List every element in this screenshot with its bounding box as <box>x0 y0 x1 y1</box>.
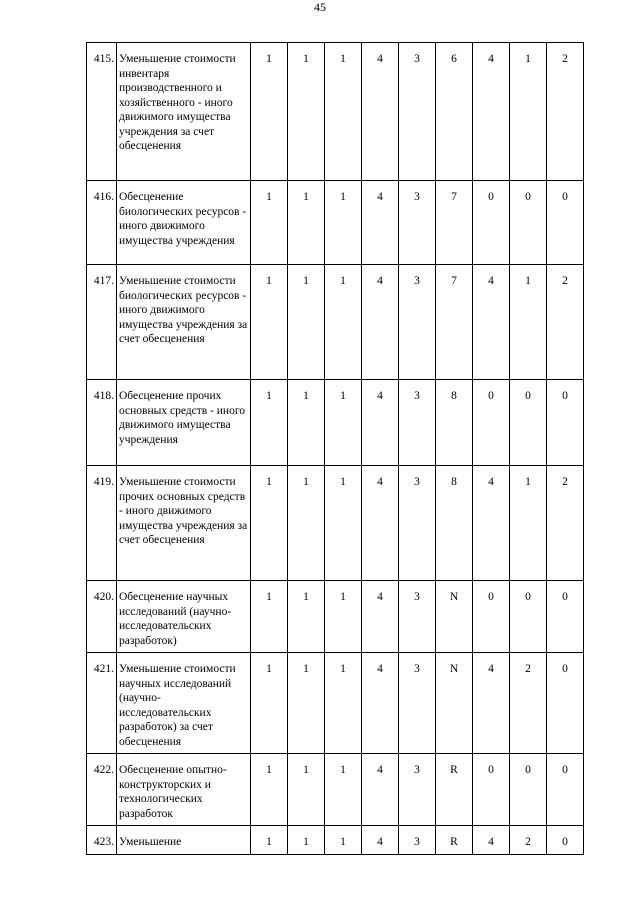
code-cell: 2 <box>547 466 584 581</box>
row-number: 419. <box>87 466 117 581</box>
code-cell: 3 <box>399 826 436 855</box>
row-number: 423. <box>87 826 117 855</box>
code-cell: R <box>436 826 473 855</box>
code-cell: 6 <box>436 43 473 181</box>
code-cell: 3 <box>399 181 436 265</box>
code-cell: 4 <box>362 380 399 466</box>
code-cell: 7 <box>436 265 473 380</box>
code-cell: 3 <box>399 380 436 466</box>
row-name: Обесценение опытно-конструкторских и технологических разработок <box>117 754 251 826</box>
code-cell: 2 <box>547 43 584 181</box>
row-number: 416. <box>87 181 117 265</box>
page-number: 45 <box>314 0 326 14</box>
table-row <box>87 653 584 754</box>
code-cell: 0 <box>510 581 547 653</box>
code-cell: 1 <box>251 43 288 181</box>
code-cell: 3 <box>399 581 436 653</box>
code-cell: 1 <box>325 581 362 653</box>
code-cell: 2 <box>547 265 584 380</box>
row-number: 420. <box>87 581 117 653</box>
code-cell: 1 <box>325 754 362 826</box>
code-cell: 1 <box>251 466 288 581</box>
row-name: Уменьшение <box>117 826 251 855</box>
code-cell: 4 <box>473 265 510 380</box>
code-cell: 1 <box>325 181 362 265</box>
code-cell: 3 <box>399 466 436 581</box>
code-cell: 0 <box>473 380 510 466</box>
accounts-table <box>86 42 584 855</box>
code-cell: 4 <box>473 43 510 181</box>
code-cell: 1 <box>288 826 325 855</box>
code-cell: 1 <box>288 754 325 826</box>
code-cell: 4 <box>362 653 399 754</box>
code-cell: 1 <box>325 826 362 855</box>
code-cell: 1 <box>251 653 288 754</box>
code-cell: 4 <box>473 826 510 855</box>
row-name: Обесценение научных исследований (научно-исследовательских разработок) <box>117 581 251 653</box>
code-cell: 4 <box>362 181 399 265</box>
code-cell: 1 <box>251 826 288 855</box>
code-cell: 0 <box>510 181 547 265</box>
code-cell: 1 <box>510 265 547 380</box>
code-cell: 8 <box>436 466 473 581</box>
table-row <box>87 754 584 826</box>
code-cell: 0 <box>547 653 584 754</box>
table-row <box>87 466 584 581</box>
code-cell: 1 <box>325 265 362 380</box>
code-cell: 2 <box>510 826 547 855</box>
code-cell: 1 <box>251 754 288 826</box>
code-cell: N <box>436 653 473 754</box>
code-cell: 1 <box>251 181 288 265</box>
code-cell: 0 <box>547 181 584 265</box>
code-cell: 1 <box>288 653 325 754</box>
code-cell: 1 <box>325 43 362 181</box>
code-cell: N <box>436 581 473 653</box>
row-name: Обесценение прочих основных средств - иного движимого имущества учреждения <box>117 380 251 466</box>
row-name: Уменьшение стоимости прочих основных средств - иного движимого имущества учреждения за счет обесценения <box>117 466 251 581</box>
code-cell: 4 <box>362 265 399 380</box>
code-cell: 4 <box>362 826 399 855</box>
code-cell: 1 <box>288 265 325 380</box>
table-row <box>87 380 584 466</box>
code-cell: 0 <box>547 826 584 855</box>
table-row <box>87 265 584 380</box>
table-row <box>87 826 584 855</box>
row-name: Уменьшение стоимости инвентаря производственного и хозяйственного - иного движимого имущества учреждения за счет обесценения <box>117 43 251 181</box>
code-cell: 0 <box>510 754 547 826</box>
row-name: Уменьшение стоимости биологических ресурсов - иного движимого имущества учреждения за счет обесценения <box>117 265 251 380</box>
code-cell: 1 <box>288 43 325 181</box>
code-cell: 7 <box>436 181 473 265</box>
code-cell: 4 <box>362 466 399 581</box>
code-cell: 4 <box>473 466 510 581</box>
code-cell: 1 <box>288 181 325 265</box>
code-cell: 1 <box>288 581 325 653</box>
row-name: Обесценение биологических ресурсов - иного движимого имущества учреждения <box>117 181 251 265</box>
code-cell: 3 <box>399 754 436 826</box>
code-cell: 1 <box>510 466 547 581</box>
code-cell: 0 <box>547 380 584 466</box>
row-number: 415. <box>87 43 117 181</box>
code-cell: 3 <box>399 265 436 380</box>
code-cell: 4 <box>362 581 399 653</box>
code-cell: 1 <box>288 380 325 466</box>
table-row <box>87 581 584 653</box>
code-cell: 1 <box>251 265 288 380</box>
code-cell: 1 <box>325 466 362 581</box>
code-cell: 3 <box>399 43 436 181</box>
code-cell: 1 <box>510 43 547 181</box>
code-cell: R <box>436 754 473 826</box>
code-cell: 0 <box>473 581 510 653</box>
row-number: 418. <box>87 380 117 466</box>
code-cell: 1 <box>325 653 362 754</box>
code-cell: 8 <box>436 380 473 466</box>
row-number: 417. <box>87 265 117 380</box>
code-cell: 0 <box>547 754 584 826</box>
code-cell: 0 <box>510 380 547 466</box>
row-number: 421. <box>87 653 117 754</box>
code-cell: 3 <box>399 653 436 754</box>
code-cell: 4 <box>473 653 510 754</box>
code-cell: 1 <box>251 581 288 653</box>
code-cell: 2 <box>510 653 547 754</box>
code-cell: 4 <box>362 754 399 826</box>
code-cell: 4 <box>362 43 399 181</box>
row-name: Уменьшение стоимости научных исследований (научно-исследовательских разработок) за счет обесценения <box>117 653 251 754</box>
code-cell: 0 <box>473 181 510 265</box>
code-cell: 1 <box>288 466 325 581</box>
row-number: 422. <box>87 754 117 826</box>
code-cell: 0 <box>473 754 510 826</box>
table-row <box>87 43 584 181</box>
code-cell: 0 <box>547 581 584 653</box>
table-row <box>87 181 584 265</box>
code-cell: 1 <box>325 380 362 466</box>
code-cell: 1 <box>251 380 288 466</box>
